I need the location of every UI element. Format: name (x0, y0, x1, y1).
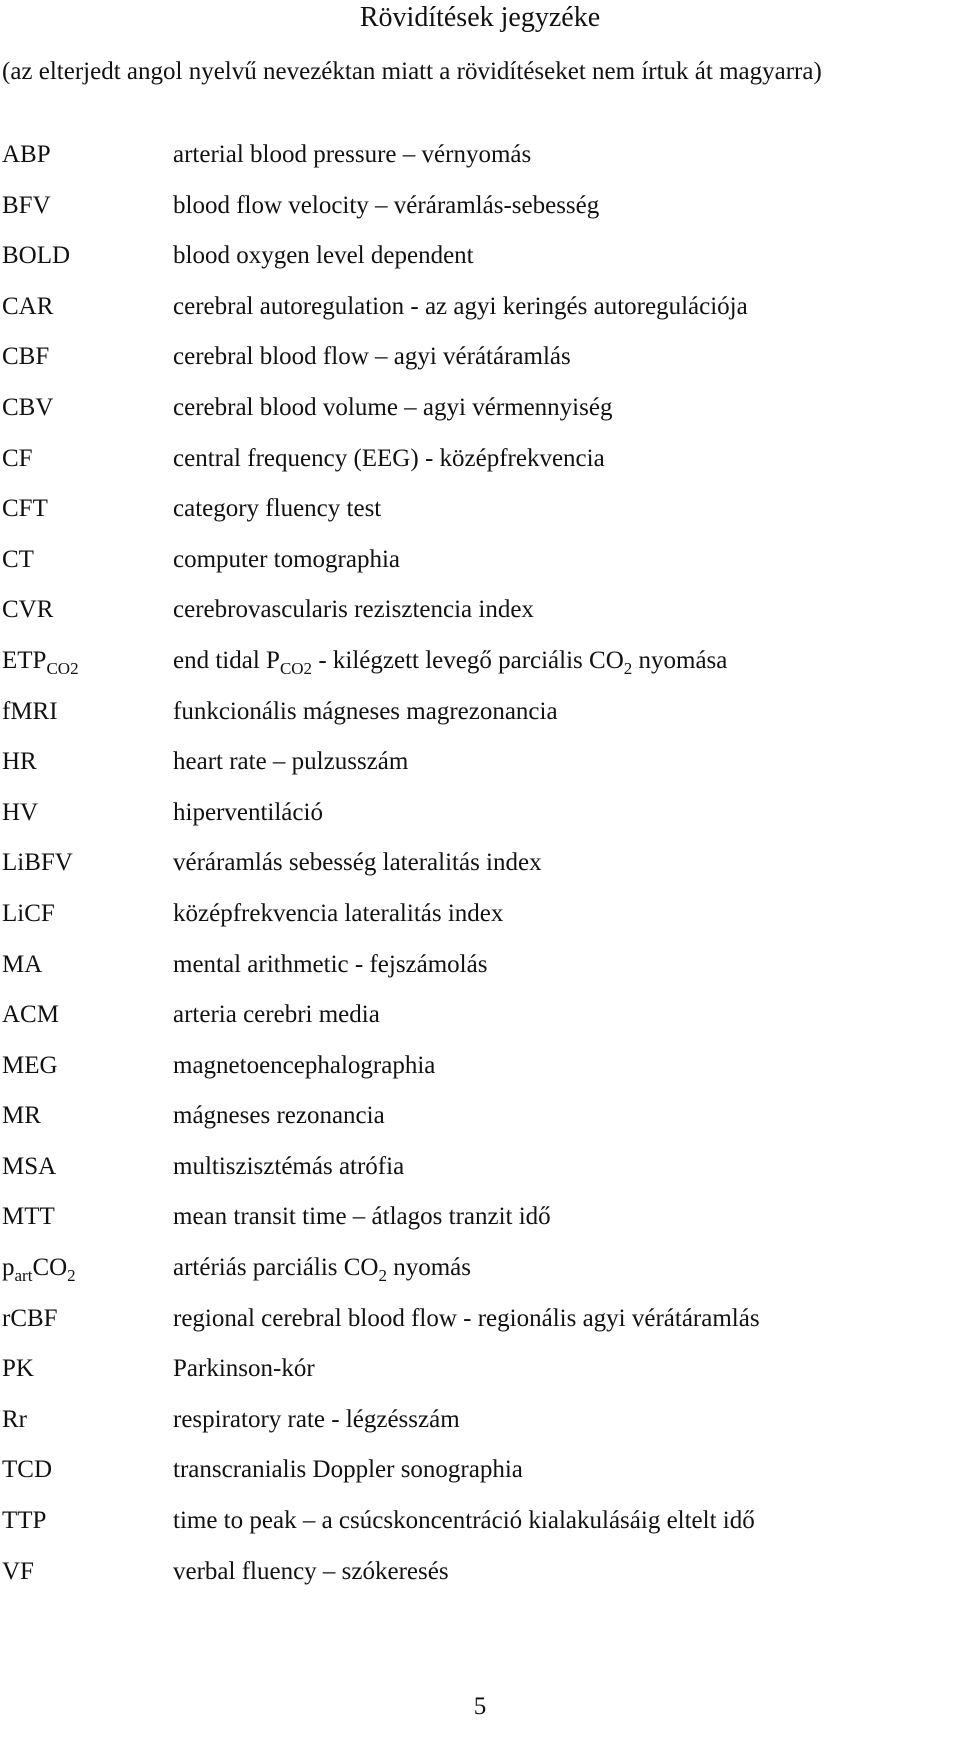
page-title: Rövidítések jegyzéke (359, 2, 601, 33)
abbreviation-row-rr (0, 1405, 960, 1456)
abbreviation-row-hv (0, 798, 960, 849)
abbreviation-row-acm (0, 1000, 960, 1051)
abbreviation-term (2, 646, 79, 678)
definition-part: artériás parciális CO (173, 1254, 379, 1282)
abbreviation-definition: multiszisztémás atrófia (173, 1152, 405, 1180)
abbreviation-term: CBV (2, 393, 54, 421)
abbreviation-term: MA (2, 950, 43, 978)
abbreviation-definition: central frequency (EEG) - középfrekvencia (173, 444, 605, 472)
abbreviation-term: MEG (2, 1051, 58, 1079)
abbreviation-term: PK (2, 1355, 34, 1383)
abbreviation-term: rCBF (2, 1304, 58, 1332)
abbreviation-term: MR (2, 1102, 41, 1130)
abbreviation-row-mr (0, 1101, 960, 1152)
abbreviation-term-subscript: art (14, 1266, 33, 1286)
abbreviation-definition: blood oxygen level dependent (173, 242, 474, 270)
definition-subscript: CO2 (279, 658, 313, 678)
abbreviation-row-meg (0, 1051, 960, 1102)
abbreviation-definition: magnetoencephalographia (173, 1051, 436, 1079)
abbreviation-row-partco2 (0, 1253, 960, 1304)
abbreviation-definition: funkcionális mágneses magrezonancia (173, 697, 558, 725)
abbreviation-row-mtt (0, 1202, 960, 1253)
abbreviation-row-ct (0, 545, 960, 596)
abbreviation-row-fmri (0, 697, 960, 748)
page-subtitle: (az elterjedt angol nyelvű nevezéktan miatt a rövidítéseket nem írtuk át magyarra) (2, 58, 822, 85)
abbreviation-definition: category fluency test (173, 495, 382, 523)
abbreviation-row-licf (0, 899, 960, 950)
abbreviation-term: LiBFV (2, 849, 73, 877)
abbreviation-row-hr (0, 747, 960, 798)
abbreviation-term: fMRI (2, 697, 58, 725)
abbreviation-term: HR (2, 748, 37, 776)
abbreviation-term-subscript: CO2 (46, 658, 79, 678)
abbreviation-definition: cerebrovascularis rezisztencia index (173, 596, 534, 624)
abbreviation-row-ttp (0, 1506, 960, 1557)
abbreviation-term: BFV (2, 191, 51, 219)
abbreviation-definition: regional cerebral blood flow - regionális agyi vérátáramlás (173, 1304, 760, 1332)
abbreviation-term: CT (2, 545, 34, 573)
abbreviation-term-main: ETP (2, 646, 47, 674)
abbreviation-term: CBF (2, 343, 50, 371)
abbreviation-term: CFT (2, 495, 48, 523)
abbreviation-term: ABP (2, 141, 51, 168)
abbreviation-term: HV (2, 798, 39, 826)
abbreviation-definition: transcranialis Doppler sonographia (173, 1456, 523, 1484)
abbreviation-definition: computer tomographia (173, 545, 401, 573)
abbreviation-list (0, 140, 960, 1607)
page-number: 5 (473, 1693, 487, 1720)
abbreviation-term: MTT (2, 1203, 55, 1231)
abbreviation-term: CAR (2, 292, 54, 320)
abbreviation-term: TCD (2, 1456, 52, 1484)
abbreviation-term: VF (2, 1557, 34, 1585)
abbreviation-definition: véráramlás sebesség lateralitás index (173, 849, 542, 877)
abbreviation-row-vf (0, 1557, 960, 1608)
abbreviation-term: Rr (2, 1405, 27, 1433)
abbreviation-definition (173, 646, 727, 678)
abbreviation-definition: time to peak – a csúcskoncentráció kialakulásáig eltelt idő (173, 1507, 755, 1535)
abbreviation-definition: cerebral blood volume – agyi vérmennyiség (173, 393, 613, 421)
definition-part: end tidal P (173, 646, 280, 674)
abbreviation-definition: mágneses rezonancia (173, 1102, 385, 1130)
abbreviation-term-main: CO (32, 1254, 68, 1282)
abbreviation-term-main: p (2, 1254, 15, 1282)
definition-subscript: 2 (623, 658, 633, 678)
abbreviation-definition: arteria cerebri media (173, 1001, 380, 1029)
abbreviation-row-bold (0, 241, 960, 292)
abbreviation-term: ACM (2, 1001, 59, 1029)
abbreviation-term: CF (2, 444, 33, 472)
abbreviation-definition (173, 1253, 471, 1285)
abbreviation-term: LiCF (2, 899, 55, 927)
abbreviation-row-libfv (0, 848, 960, 899)
definition-part: nyomás (386, 1254, 471, 1282)
definition-subscript: 2 (378, 1266, 387, 1286)
abbreviation-term: MSA (2, 1152, 57, 1180)
abbreviation-definition: Parkinson-kór (173, 1355, 315, 1383)
abbreviation-definition: arterial blood pressure – vérnyomás (173, 141, 532, 168)
abbreviation-term (2, 1253, 76, 1285)
abbreviation-row-pk (0, 1354, 960, 1405)
abbreviation-row-cft (0, 494, 960, 545)
abbreviation-definition: hiperventiláció (173, 798, 323, 826)
abbreviation-term-subscript: 2 (67, 1266, 76, 1286)
abbreviation-definition: blood flow velocity – véráramlás-sebesség (173, 191, 600, 219)
abbreviation-row-cvr (0, 595, 960, 646)
abbreviation-term: BOLD (2, 242, 71, 270)
abbreviation-row-abp (0, 140, 960, 191)
abbreviation-term: CVR (2, 596, 54, 624)
abbreviation-row-ma (0, 950, 960, 1001)
abbreviation-definition: cerebral autoregulation - az agyi keringés autoregulációja (173, 292, 748, 320)
abbreviation-row-car (0, 292, 960, 343)
abbreviation-definition: respiratory rate - légzésszám (173, 1405, 460, 1433)
abbreviation-definition: mental arithmetic - fejszámolás (173, 950, 488, 978)
abbreviation-row-msa (0, 1152, 960, 1203)
definition-part: - kilégzett levegő parciális CO (312, 646, 624, 674)
abbreviation-row-rcbf (0, 1304, 960, 1355)
abbreviation-row-cbv (0, 393, 960, 444)
definition-part: nyomása (632, 646, 728, 674)
abbreviation-row-etpco2 (0, 646, 960, 697)
abbreviation-definition: mean transit time – átlagos tranzit idő (173, 1203, 551, 1231)
abbreviation-definition: heart rate – pulzusszám (173, 748, 409, 776)
abbreviation-row-tcd (0, 1455, 960, 1506)
abbreviation-definition: cerebral blood flow – agyi vérátáramlás (173, 343, 571, 371)
abbreviation-term: TTP (2, 1507, 47, 1535)
abbreviation-row-bfv (0, 191, 960, 242)
abbreviation-definition: középfrekvencia lateralitás index (173, 899, 504, 927)
abbreviation-row-cbf (0, 342, 960, 393)
abbreviation-row-cf (0, 444, 960, 495)
abbreviation-definition: verbal fluency – szókeresés (173, 1557, 449, 1585)
